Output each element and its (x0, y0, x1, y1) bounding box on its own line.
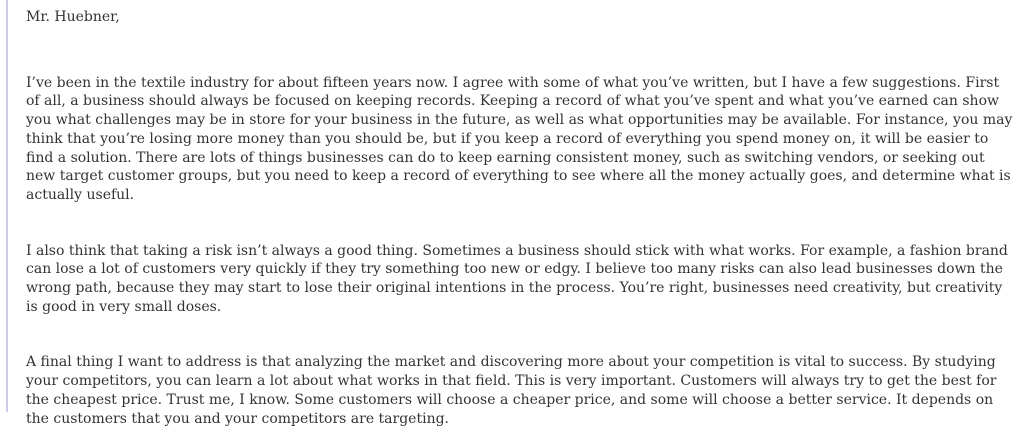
letter-paragraph-1: I’ve been in the textile industry for about fifteen years now. I agree with some of what you’ve written, but I have a few suggestions. First of all, a business should always be focused on keeping records. Keeping a record of what you’ve spent and what you’ve earned can show you what challenges may be in store for your business in the future, as well as what opportunities may be available. For instance, you may think that you’re losing more money than you should be, but if you keep a record of everything you spend money on, it will be easier to find a solution. There are lots of things businesses can do to keep earning consistent money, such as switching vendors, or seeking out new target customer groups, but you need to keep a record of everything to see where all the money actually goes, and determine what is actually useful. (26, 74, 1013, 203)
letter-body (26, 8, 1014, 428)
letter-greeting: Mr. Huebner, (26, 9, 120, 25)
letter-paragraph-3: A final thing I want to address is that analyzing the market and discovering more about your competition is vital to success. By studying your competitors, you can learn a lot about what works in that field. This is very important. Customers will always try to get the best for the cheapest price. Trust me, I know. Some customers will choose a cheaper price, and some will choose a better service. It depends on the customers that you and your competitors are targeting. (26, 354, 997, 427)
letter-paragraph-2: I also think that taking a risk isn’t always a good thing. Sometimes a business should stick with what works. For example, a fashion brand can lose a lot of customers very quickly if they try something too new or edgy. I believe too many risks can also lead businesses down the wrong path, because they may start to lose their original intentions in the process. You’re right, businesses need creativity, but creativity is good in very small doses. (26, 242, 1008, 315)
quote-bar (6, 0, 8, 412)
